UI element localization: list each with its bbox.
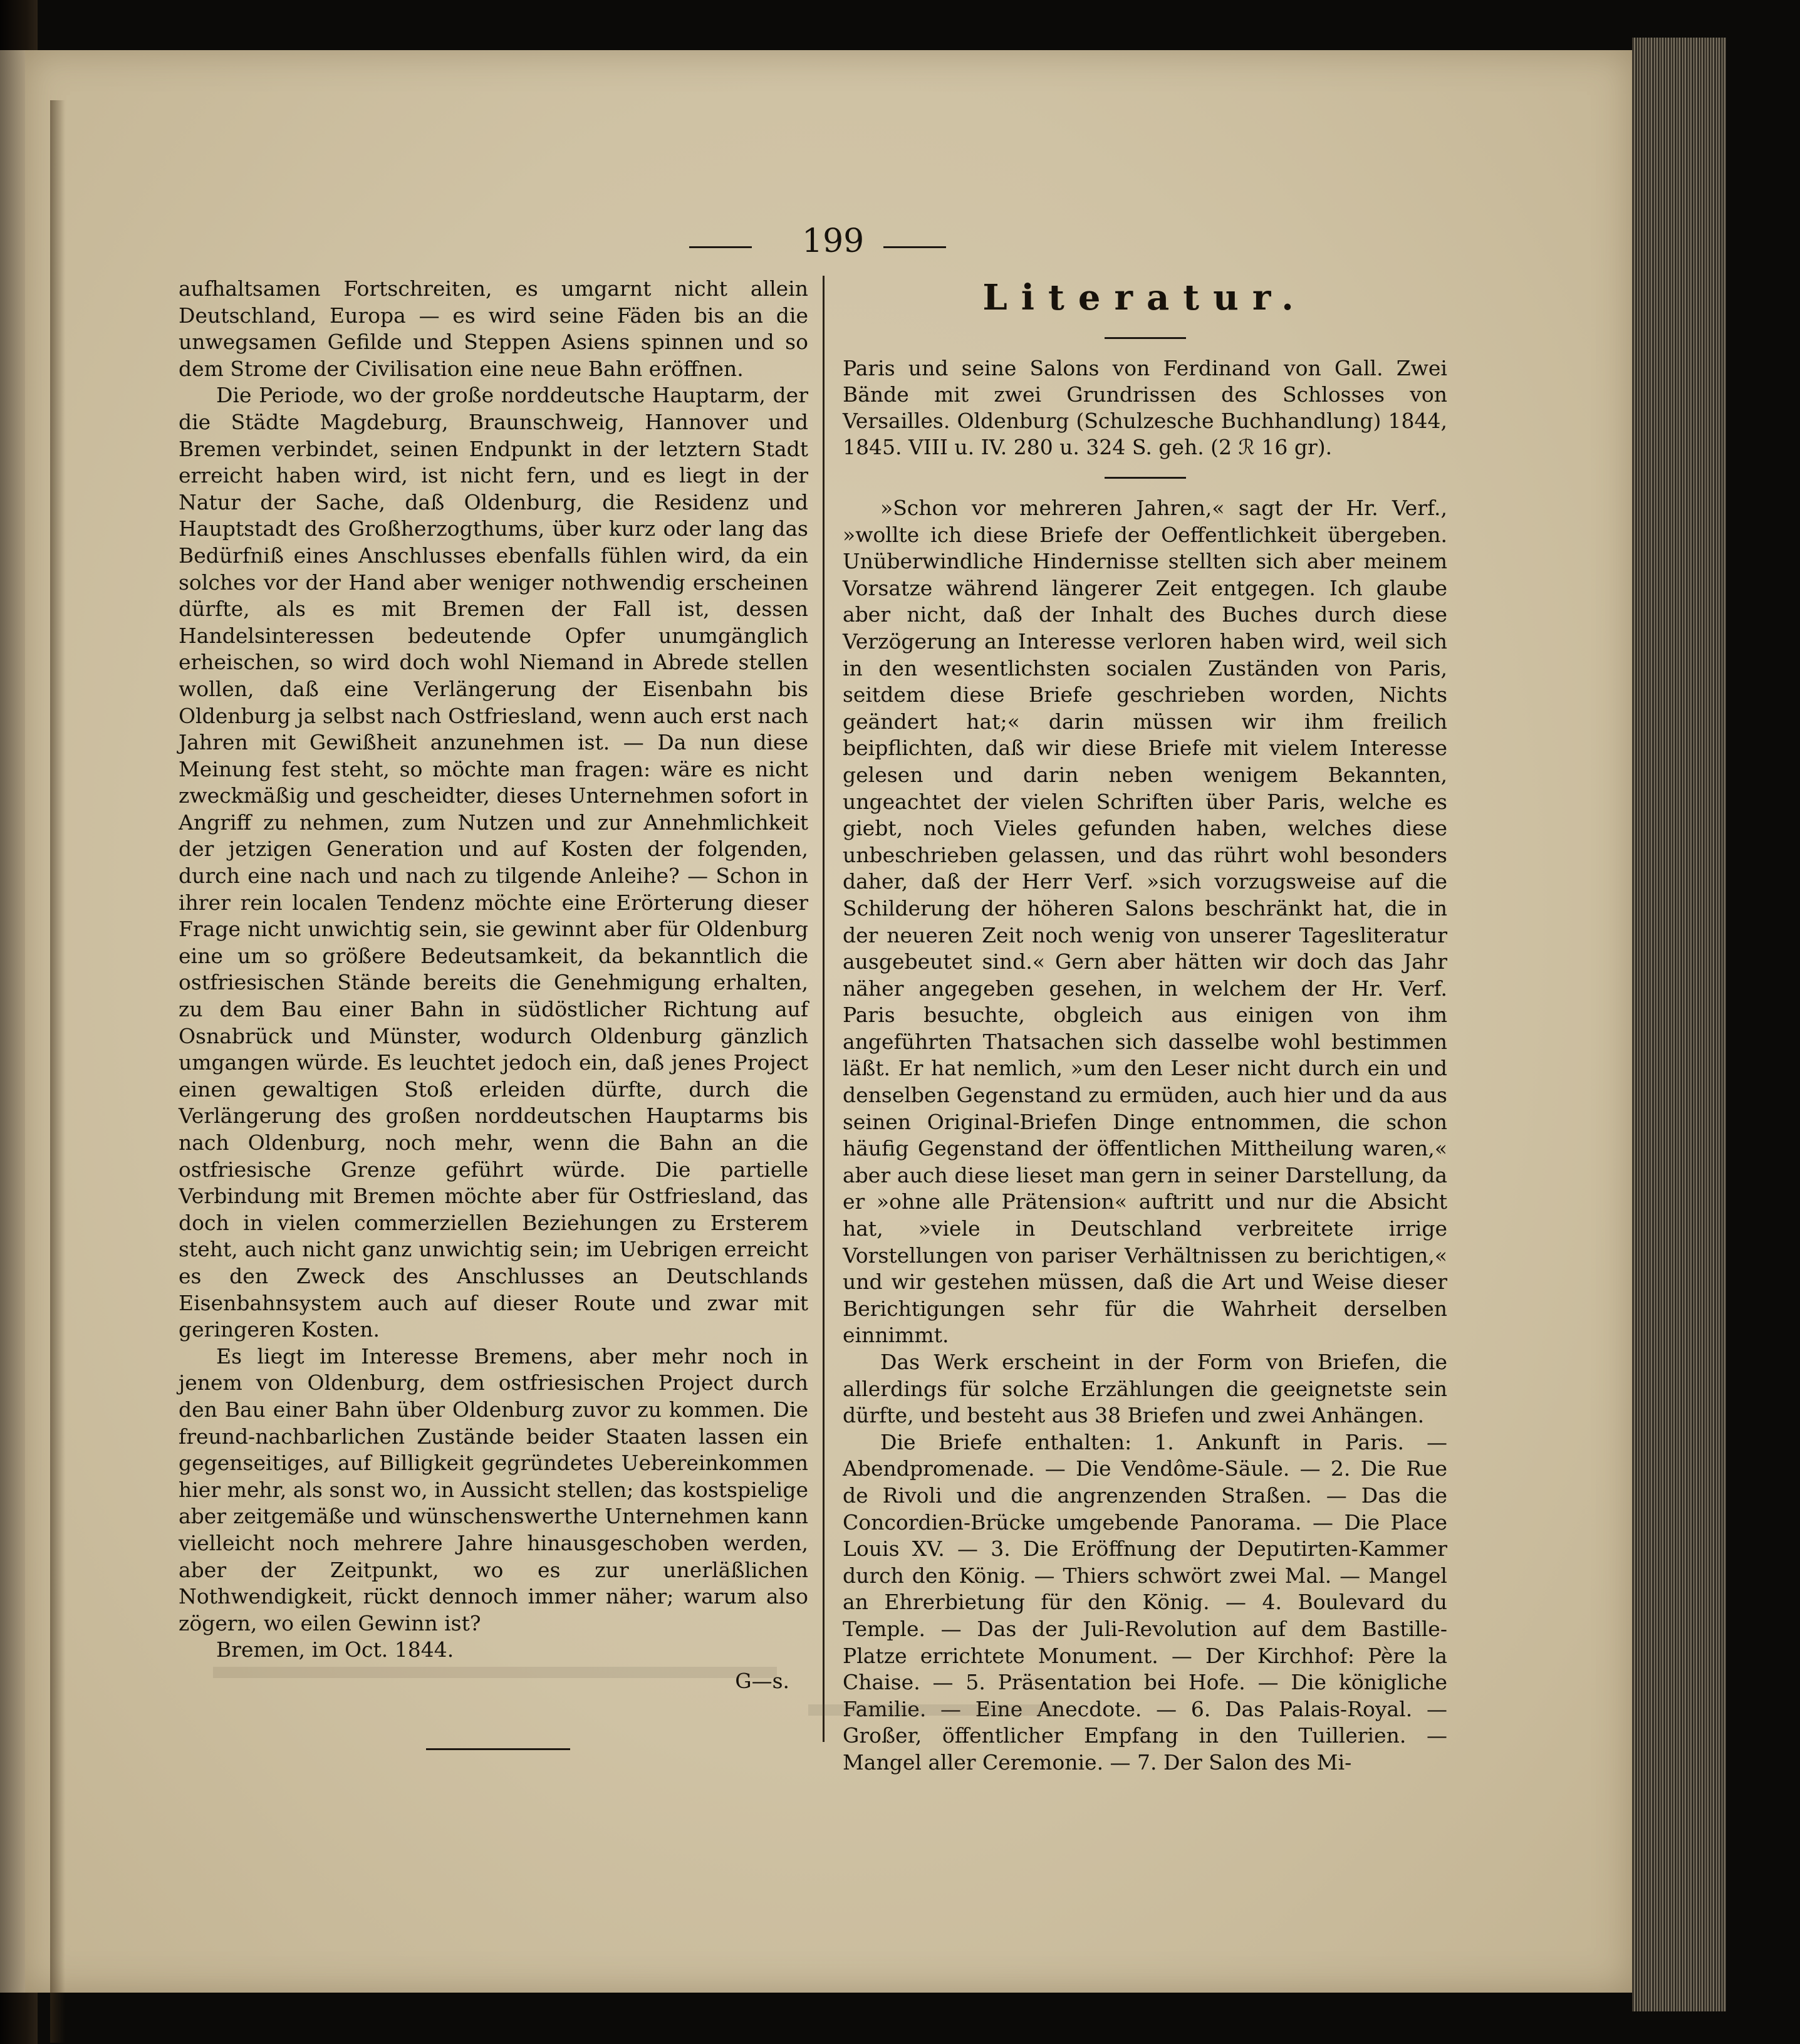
header-dash-left — [689, 246, 752, 248]
review-paragraph-2: Das Werk erscheint in der Form von Briefen, die allerdings für solche Erzählungen die geeignetste sein dürfte, und besteht aus 38 Briefen und zwei Anhängen. — [843, 1350, 1447, 1428]
left-column — [179, 276, 808, 1693]
entry-rule — [1105, 477, 1186, 479]
title-rule — [1105, 337, 1186, 339]
signature-place-date: Bremen, im Oct. 1844. — [216, 1637, 454, 1662]
left-paragraph-2: Die Periode, wo der große norddeutsche Hauptarm, der die Städte Magdeburg, Braunschweig, Hannover und Bremen verbindet, seinen Endpunkt in der letztern Stadt erreicht haben wird, ist nicht fern, und es liegt in der Natur der Sache, daß Oldenburg, die Residenz und Hauptstadt des Großherzogthums, über kurz oder lang das Bedürfniß eines Anschlusses ebenfalls fühlen wird, da ein solches vor der Hand aber weniger nothwendig erscheinen dürfte, als es mit Bremen der Fall ist, dessen Handelsinteressen bedeutende Opfer unumgänglich erheischen, so wird doch wohl Niemand in Abrede stellen wollen, daß eine Verlängerung der Eisenbahn bis Oldenburg ja selbst nach Ostfriesland, wenn auch erst nach Jahren mit Gewißheit anzunehmen ist. — Da nun diese Meinung fest steht, so möchte man fragen: wäre es nicht zweckmäßig und gescheidter, dieses Unternehmen sofort in Angriff zu nehmen, zum Nutzen und zur Annehmlichkeit der jetzigen Generation und auf Kosten der folgenden, durch eine nach und nach zu tilgende Anleihe? — Schon in ihrer rein localen Tendenz möchte eine Erörterung dieser Frage nicht unwichtig sein, sie gewinnt aber für Oldenburg eine um so größere Bedeutsamkeit, da bekanntlich die ostfriesischen Stände bereits die Genehmigung erhalten, zu dem Bau einer Bahn in südöstlicher Richtung auf Osnabrück und Münster, wodurch Oldenburg gänzlich umgangen würde. Es leuchtet jedoch ein, daß jenes Project einen gewaltigen Stoß erleiden dürfte, durch die Verlängerung des großen norddeutschen Hauptarms bis nach Oldenburg, noch mehr, wenn die Bahn an die ostfriesische Grenze geführt würde. Die partielle Verbindung mit Bremen möchte aber für Ostfriesland, das doch in vielen commerziellen Beziehungen zu Ersterem steht, auch nicht ganz unwichtig sein; im Uebrigen erreicht es den Zweck des Anschlusses an Deutschlands Eisenbahnsystem auch auf dieser Route und zwar mit geringeren Kosten. — [179, 383, 808, 1342]
header-dash-right — [883, 246, 946, 248]
left-paragraph-1: aufhaltsamen Fortschreiten, es umgarnt nicht allein Deutschland, Europa — es wird seine Fäden bis an die unwegsamen Gefilde und Steppen Asiens spinnen und so dem Strome der Civilisation eine neue Bahn eröffnen. — [179, 276, 808, 381]
footer-rule — [426, 1748, 570, 1750]
column-divider — [823, 276, 825, 1742]
section-title: Literatur. — [982, 277, 1308, 318]
spine-shadow — [50, 100, 65, 2043]
right-column — [843, 276, 1447, 1776]
left-paragraph-3: Es liegt im Interesse Bremens, aber mehr noch in jenem von Oldenburg, dem ostfriesischen Project durch den Bau einer Bahn über Oldenburg zuvor zu kommen. Die freund-nachbarlichen Zustände beider Staaten lassen ein gegenseitiges, auf Billigkeit gegründetes Uebereinkommen hier mehr, als sonst wo, in Aussicht stellen; das kostspielige aber zeitgemäße und wünschenswerthe Unternehmen kann vielleicht noch mehrere Jahre hinausgeschoben werden, aber der Zeitpunkt, wo es zur unerläßlichen Nothwendigkeit, rückt dennoch immer näher; warum also zögern, wo eilen Gewinn ist? — [179, 1343, 809, 1635]
signature-initials: G—s. — [735, 1668, 789, 1693]
book-fore-edge — [1632, 38, 1726, 2011]
bleed-through-2 — [808, 1704, 1059, 1716]
review-paragraph-3: Die Briefe enthalten: 1. Ankunft in Paris. — Abendpromenade. — Die Vendôme-Säule. — 2. Die Rue de Rivoli und die angrenzenden Straßen. — Das die Concordien-Brücke umgebende Panorama. — Die Place Louis XV. — 3. Die Eröffnung der Deputirten-Kammer durch den König. — Thiers schwört zwei Mal. — Mangel an Ehrerbietung für den König. — 4. Boulevard du Temple. — Das der Juli-Revolution auf dem Bastille-Platze errichtete Monument. — Der Kirchhof: Père la Chaise. — 5. Präsentation bei Hofe. — Die königliche Familie. — Eine Anecdote. — 6. Das Palais-Royal. — Großer, öffentlicher Empfang in den Tuillerien. — Mangel aller Ceremonie. — 7. Der Salon des Mi- — [843, 1429, 1447, 1775]
page-number: 199 — [802, 222, 865, 260]
book-entry: Paris und seine Salons von Ferdinand von Gall. Zwei Bände mit zwei Grundrissen des Schlosses von Versailles. Oldenburg (Schulzesche Buchhandlung) 1844, 1845. VIII u. IV. 280 u. 324 S. geh. (2 ℛ 16 gr). — [843, 356, 1447, 459]
page-header — [25, 222, 1632, 273]
bleed-through-1 — [213, 1667, 777, 1678]
facing-page-edge — [0, 50, 26, 1993]
review-paragraph-1: »Schon vor mehreren Jahren,« sagt der Hr. Verf., »wollte ich diese Briefe der Oeffentlichkeit übergeben. Unüberwindliche Hindernisse stellten sich aber meinem Vorsatze während längerer Zeit entgegen. Ich glaube aber nicht, daß der Inhalt des Buches durch diese Verzögerung an Interesse verloren haben wird, weil sich in den wesentlichsten socialen Zuständen von Paris, seitdem diese Briefe geschrieben worden, Nichts geändert hat;« darin müssen wir ihm freilich beipflichten, daß wir diese Briefe mit vielem Interesse gelesen und darin neben wenigem Bekannten, ungeachtet der vielen Schriften über Paris, welche es giebt, noch Vieles gefunden haben, welches diese unbeschrieben gelassen, und das rührt wohl besonders daher, daß der Herr Verf. »sich vorzugsweise auf die Schilderung der höheren Salons beschränkt hat, die in der neueren Zeit noch wenig von unserer Tagesliteratur ausgebeutet sind.« Gern aber hätten wir doch das Jahr näher angegeben gesehen, in welchem der Hr. Verf. Paris besuchte, obgleich aus einigen von ihm angeführten Thatsachen sich dasselbe wohl bestimmen läßt. Er hat nemlich, »um den Leser nicht durch ein und denselben Gegenstand zu ermüden, auch hier und da aus seinen Original-Briefen Dinge entnommen, die schon häufig Gegenstand der öffentlichen Mittheilung waren,« aber auch diese lieset man gern in seiner Darstellung, da er »ohne alle Prätension« auftritt und nur die Absicht hat, »viele in Deutschland verbreitete irrige Vorstellungen von pariser Verhältnissen zu berichtigen,« und wir gestehen müssen, daß die Art und Weise dieser Berichtigungen sehr für die Wahrheit derselben einnimmt. — [843, 496, 1447, 1348]
book-page — [25, 50, 1632, 1993]
